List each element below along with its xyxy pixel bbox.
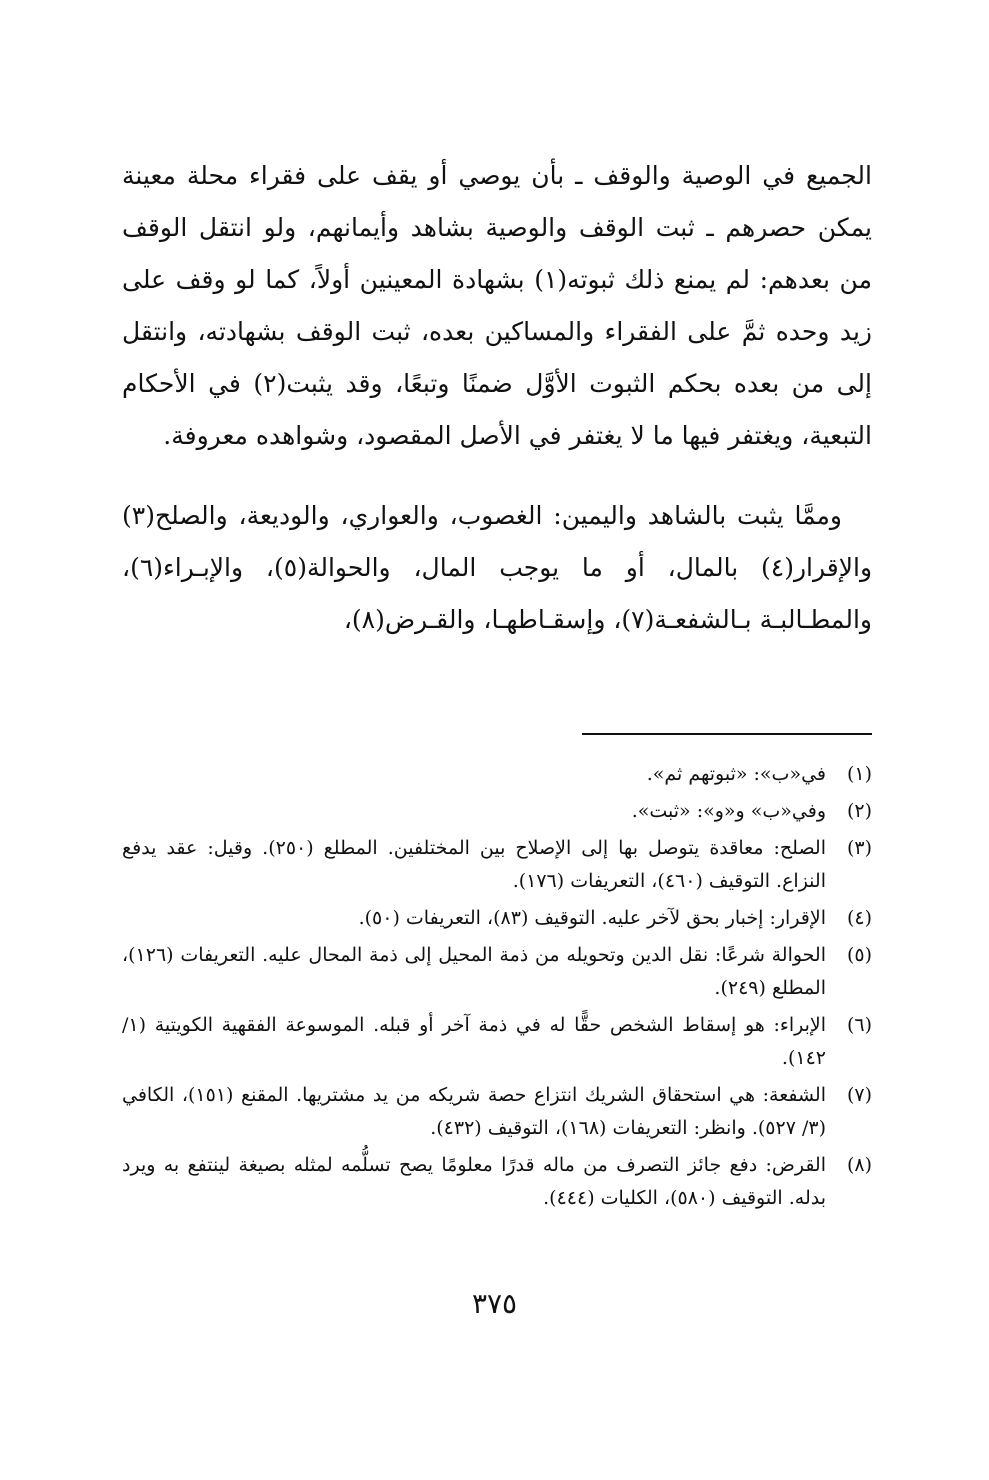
footnote-number: (٦) [846,1014,872,1036]
page-number: ٣٧٥ [471,1287,518,1320]
footnote-text: الصلح: معاقدة يتوصل بها إلى الإصلاح بين المختلفين. المطلع (٢٥٠). وقيل: عقد يدفع النزاع. التوقيف (٤٦٠)، التعريفات (١٧٦). [122,837,826,892]
footnote-text: الحوالة شرعًا: نقل الدين وتحويله من ذمة المحيل إلى ذمة المحال عليه. التعريفات (١٢٦)، المطلع (٢٤٩). [122,944,826,999]
footnote-number: (٢) [846,800,872,822]
footnote [122,832,872,898]
footnotes-list [122,758,872,1219]
footnote [122,939,872,1005]
footnote-number: (٣) [846,837,872,859]
paragraph: الجميع في الوصية والوقف ـ بأن يوصي أو يقف على فقراء محلة معينة يمكن حصرهم ـ ثبت الوقف والوصية بشاهد وأيمانهم، ولو انتقل الوقف من بعدهم: لم يمنع ذلك ثبوته(١) بشهادة المعينين أولاً، كما لو وقف على زيد وحده ثمَّ على الفقراء والمساكين بعده، ثبت الوقف بشهادته، وانتقل إلى من بعده بحكم الثبوت الأوَّل ضمنًا وتبعًا، وقد يثبت(٢) في الأحكام التبعية، ويغتفر فيها ما لا يغتفر في الأصل المقصود، وشواهده معروفة. [122,161,873,450]
footnote-text: الإقرار: إخبار بحق لآخر عليه. التوقيف (٨٣)، التعريفات (٥٠). [358,907,826,929]
paragraph: وممَّا يثبت بالشاهد واليمين: الغصوب، والعواري، والوديعة، والصلح(٣) والإقرار(٤) بالمال، أو ما يوجب المال، والحوالة(٥)، والإبـراء(٦)، والمطـالبـة بـالشفعـة(٧)، وإسقـاطهـا، والقـرض(٨)، [122,501,873,634]
main-text [122,150,872,646]
footnote [122,902,872,935]
footnote-number: (٨) [846,1154,872,1176]
footnote [122,758,872,791]
footnote-text: القرض: دفع جائز التصرف من ماله قدرًا معلومًا يصح تسلُّمه لمثله بصيغة لينتفع به ويرد بدله. التوقيف (٥٨٠)، الكليات (٤٤٤). [122,1154,826,1209]
footnote-separator [582,733,872,735]
footnote-text: وفي«ب» و«و»: «ثبت». [631,800,826,822]
footnote [122,1009,872,1075]
footnote [122,1149,872,1215]
footnote-number: (٧) [846,1084,872,1106]
footnote-text: في«ب»: «ثبوتهم ثم». [646,763,826,785]
footnote-number: (٤) [846,907,872,929]
footnote-number: (١) [846,763,872,785]
footnote [122,795,872,828]
footnote [122,1079,872,1145]
footnote-number: (٥) [846,944,872,966]
footnote-text: الشفعة: هي استحقاق الشريك انتزاع حصة شريكه من يد مشتريها. المقنع (١٥١)، الكافي (٣/ ٥٢٧). وانظر: التعريفات (١٦٨)، التوقيف (٤٣٢). [122,1084,826,1139]
footnote-text: الإبراء: هو إسقاط الشخص حقًّا له في ذمة آخر أو قبله. الموسوعة الفقهية الكويتية (١/ ١٤٢). [122,1014,826,1069]
